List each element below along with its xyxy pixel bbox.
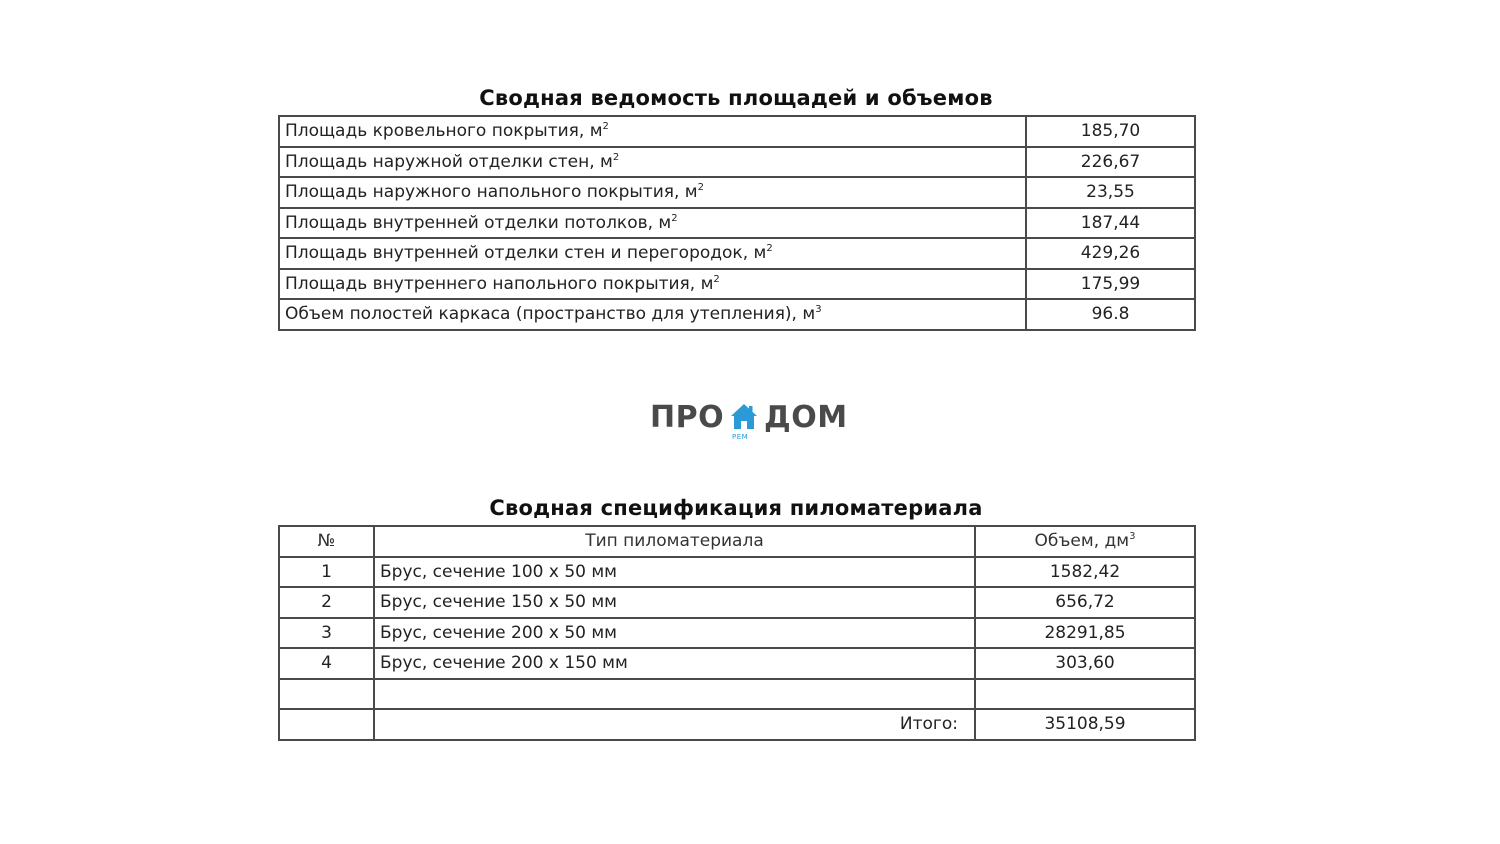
lumber-table-title: Сводная спецификация пиломатериала bbox=[489, 496, 983, 520]
logo-right-word: ДОМ bbox=[764, 400, 848, 435]
area-value: 175,99 bbox=[1026, 269, 1195, 300]
row-num: 2 bbox=[279, 587, 374, 618]
pro-dom-logo bbox=[648, 396, 858, 446]
table-row bbox=[279, 177, 1195, 208]
areas-table bbox=[278, 115, 1196, 331]
header-num: № bbox=[279, 526, 374, 557]
area-value: 226,67 bbox=[1026, 147, 1195, 178]
total-label: Итого: bbox=[374, 709, 975, 740]
area-label: Площадь наружного напольного покрытия, $м^2$ bbox=[279, 177, 1026, 208]
area-value: 429,26 bbox=[1026, 238, 1195, 269]
header-type: Тип пиломатериала bbox=[374, 526, 975, 557]
lumber-table bbox=[278, 525, 1196, 741]
empty-row bbox=[279, 679, 1195, 710]
table-row bbox=[279, 147, 1195, 178]
area-label: Объем полостей каркаса (пространство для утепления), $м^3$ bbox=[279, 299, 1026, 330]
row-type: Брус, сечение 200 х 50 мм bbox=[374, 618, 975, 649]
row-num: 3 bbox=[279, 618, 374, 649]
empty-cell bbox=[374, 679, 975, 710]
row-num: 1 bbox=[279, 557, 374, 588]
row-type: Брус, сечение 100 х 50 мм bbox=[374, 557, 975, 588]
logo-subtitle: РЕМ bbox=[732, 433, 749, 441]
table-row bbox=[279, 299, 1195, 330]
area-value: 185,70 bbox=[1026, 116, 1195, 147]
row-type: Брус, сечение 200 х 150 мм bbox=[374, 648, 975, 679]
area-label: Площадь внутреннего напольного покрытия, $м^2$ bbox=[279, 269, 1026, 300]
row-volume: 303,60 bbox=[975, 648, 1195, 679]
table-row bbox=[279, 269, 1195, 300]
empty-cell bbox=[279, 709, 374, 740]
table-row bbox=[279, 238, 1195, 269]
table-row bbox=[279, 587, 1195, 618]
table-row bbox=[279, 116, 1195, 147]
table-row bbox=[279, 618, 1195, 649]
row-volume: 28291,85 bbox=[975, 618, 1195, 649]
total-value: 35108,59 bbox=[975, 709, 1195, 740]
table-row bbox=[279, 648, 1195, 679]
house-icon bbox=[729, 402, 759, 432]
area-value: 187,44 bbox=[1026, 208, 1195, 239]
empty-cell bbox=[279, 679, 374, 710]
header-volume: Объем, $дм^3$ bbox=[975, 526, 1195, 557]
row-volume: 656,72 bbox=[975, 587, 1195, 618]
table-row bbox=[279, 557, 1195, 588]
empty-cell bbox=[975, 679, 1195, 710]
area-label: Площадь внутренней отделки стен и перегородок, $м^2$ bbox=[279, 238, 1026, 269]
table-row bbox=[279, 208, 1195, 239]
area-value: 96.8 bbox=[1026, 299, 1195, 330]
table-header-row bbox=[279, 526, 1195, 557]
logo-left-word: ПРО bbox=[650, 400, 725, 435]
area-label: Площадь внутренней отделки потолков, $м^2$ bbox=[279, 208, 1026, 239]
area-label: Площадь кровельного покрытия, $м^2$ bbox=[279, 116, 1026, 147]
row-type: Брус, сечение 150 х 50 мм bbox=[374, 587, 975, 618]
areas-table-title: Сводная ведомость площадей и объемов bbox=[479, 86, 993, 110]
row-volume: 1582,42 bbox=[975, 557, 1195, 588]
total-row bbox=[279, 709, 1195, 740]
row-num: 4 bbox=[279, 648, 374, 679]
area-value: 23,55 bbox=[1026, 177, 1195, 208]
area-label: Площадь наружной отделки стен, $м^2$ bbox=[279, 147, 1026, 178]
